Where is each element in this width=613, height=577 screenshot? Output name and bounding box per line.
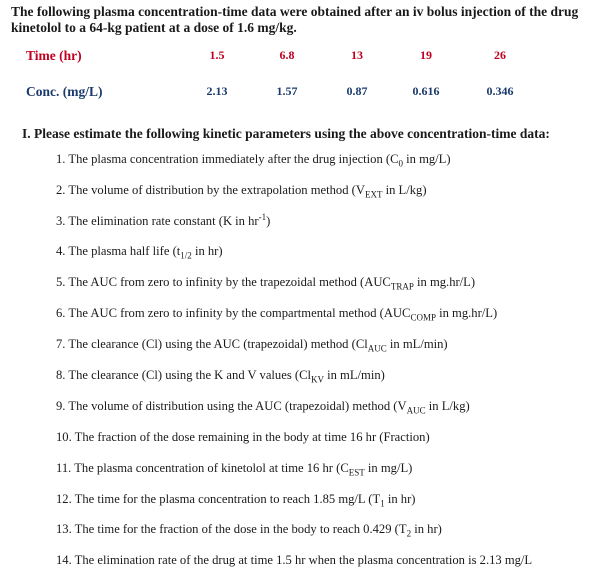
question-text-end: in mg/L): [364, 461, 413, 475]
time-value: 1.5: [209, 48, 225, 62]
question-text-end: ): [266, 214, 271, 228]
time-row: [26, 48, 524, 84]
question-text: The plasma concentration of kinetolol at time 16 hr (C: [74, 461, 349, 475]
question-number: 9.: [56, 399, 69, 413]
question-text: The plasma concentration immediately after the drug injection (C: [68, 152, 399, 166]
question-item: [56, 337, 448, 352]
conc-value: 0.346: [486, 84, 514, 98]
conc-label: Conc. (mg/L): [26, 84, 103, 99]
question-text: The clearance (Cl) using the AUC (trapezoidal) method (Cl: [68, 337, 368, 351]
time-label: Time (hr): [26, 48, 82, 63]
conc-row: [26, 84, 524, 120]
question-number: 3.: [56, 214, 69, 228]
question-number: 12.: [56, 492, 75, 506]
question-number: 2.: [56, 183, 69, 197]
question-text-end: in L/kg): [425, 399, 470, 413]
question-number: 1.: [56, 152, 69, 166]
question-text: The time for the plasma concentration to reach 1.85 mg/L (T: [74, 492, 381, 506]
question-text: The AUC from zero to infinity by the compartmental method (AUC: [68, 306, 411, 320]
question-subscript: 2: [406, 528, 412, 539]
conc-value: 2.13: [206, 84, 228, 98]
question-number: 7.: [56, 337, 69, 351]
question-item: [56, 183, 427, 198]
question-text-end: in mL/min): [386, 337, 448, 351]
question-text-end: in mg.hr/L): [413, 275, 476, 289]
question-number: 10.: [56, 430, 75, 444]
question-number: 13.: [56, 522, 75, 536]
conc-value: 0.87: [346, 84, 368, 98]
conc-value: 1.57: [276, 84, 298, 98]
question-subscript: 1: [380, 498, 385, 509]
question-text: The fraction of the dose remaining in the body at time 16 hr (Fraction): [74, 430, 430, 444]
question-text: The clearance (Cl) using the K and V values (Cl: [68, 368, 311, 382]
question-item: [56, 368, 385, 383]
question-superscript: -1: [258, 211, 267, 222]
question-text: The plasma half life (t: [68, 244, 181, 258]
question-text: The volume of distribution by the extrapolation method (V: [68, 183, 365, 197]
question-subscript: KV: [310, 374, 324, 385]
intro-text: The following plasma concentration-time data were obtained after an iv bolus injection of the drug kinetolol to a 64-kg patient at a dose of 1.6 mg/kg.: [11, 4, 579, 35]
question-text: The AUC from zero to infinity by the trapezoidal method (AUC: [68, 275, 391, 289]
question-subscript: AUC: [406, 405, 426, 416]
question-item: [56, 553, 532, 568]
question-item: [56, 492, 415, 507]
question-number: 5.: [56, 275, 69, 289]
question-item: [56, 244, 223, 259]
question-number: 6.: [56, 306, 69, 320]
question-item: [56, 522, 442, 537]
question-subscript: EST: [348, 467, 365, 478]
question-item: [56, 275, 475, 290]
question-text: The volume of distribution using the AUC (trapezoidal) method (V: [68, 399, 407, 413]
question-number: 4.: [56, 244, 69, 258]
question-number: 8.: [56, 368, 69, 382]
time-value: 13: [351, 48, 363, 62]
question-item: [56, 399, 470, 414]
question-subscript: TRAP: [390, 281, 414, 292]
time-value: 19: [420, 48, 432, 62]
question-text: The time for the fraction of the dose in the body to reach 0.429 (T: [74, 522, 407, 536]
conc-value: 0.616: [412, 84, 440, 98]
question-text-end: in mg.hr/L): [435, 306, 498, 320]
question-item: [56, 152, 451, 167]
question-subscript: AUC: [367, 343, 387, 354]
question-text-end: in L/kg): [382, 183, 427, 197]
time-value: 6.8: [279, 48, 295, 62]
question-subscript: COMP: [410, 312, 436, 323]
question-text-end: in hr): [411, 522, 442, 536]
concentration-time-table: [26, 48, 524, 120]
question-item: [56, 430, 430, 445]
question-text: The elimination rate of the drug at time 1.5 hr when the plasma concentration is 2.13 mg/L: [74, 553, 533, 567]
question-text-end: in mg/L): [403, 152, 451, 166]
question-subscript: 0: [398, 158, 403, 169]
question-subscript: 1/2: [180, 250, 192, 261]
question-number: 14.: [56, 553, 75, 567]
question-item: [56, 306, 497, 321]
section-heading: I. Please estimate the following kinetic parameters using the above concentration-time data:: [22, 126, 550, 141]
question-text-end: in mL/min): [323, 368, 385, 382]
question-text-end: in hr): [191, 244, 223, 258]
question-text: The elimination rate constant (K in hr: [68, 214, 259, 228]
time-value: 26: [494, 48, 506, 62]
question-item: [56, 461, 412, 476]
question-text-end: in hr): [384, 492, 416, 506]
question-number: 11.: [56, 461, 75, 475]
question-subscript: EXT: [364, 189, 383, 200]
question-item: [56, 211, 271, 229]
